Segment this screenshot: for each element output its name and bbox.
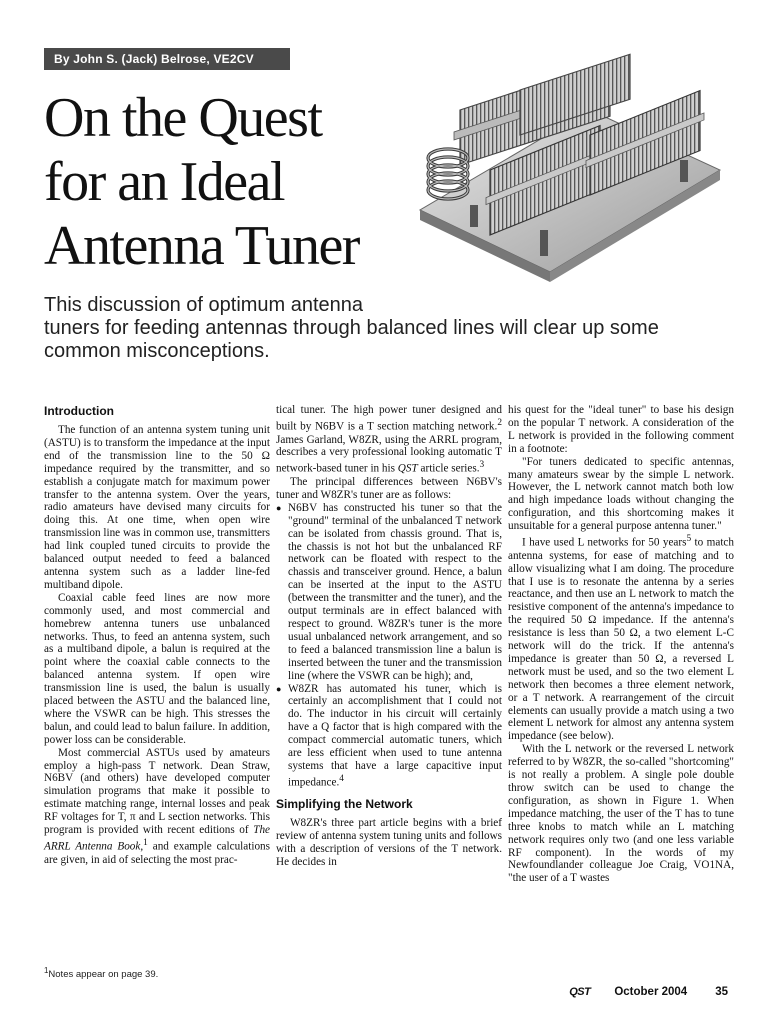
note-ref: 1: [44, 966, 49, 975]
paragraph: Coaxial cable feed lines are now more commonly used, and most commercial and homebrew antenna tuners use unbalanced networks. Thus, to feed an antenna system, such as a multiband dipole, a balun is required at the point where the coaxial cable connects to the balanced antenna system. If open wire transmission line is used, the balun is usually placed between the ASTU and the balanced line, where the VSWR can be high. This stresses the balun, and could lead to balun failure. In addition, power loss can be considerable.: [44, 591, 270, 746]
bullet-list: [276, 502, 502, 790]
deck-line: common misconceptions.: [44, 340, 270, 362]
note-ref: 3: [479, 460, 485, 471]
title-line: Antenna Tuner: [44, 215, 359, 277]
text-run: Most commercial ASTUs used by amateurs employ a high-pass T network. Dean Straw, N6BV (and others) have developed computer simulation programs that make it possible to estimate matching range, internal losses and peak RF voltages for T, π and L section networks. This program is provided with recent editions of: [44, 746, 270, 837]
article-deck: [44, 294, 744, 363]
column-2: [276, 404, 502, 869]
paragraph: The principal differences between N6BV's tuner and W8ZR's tuner are as follows:: [276, 476, 502, 501]
qst-logo: QST: [569, 986, 591, 998]
list-item: [276, 683, 502, 790]
text-run: article series.: [417, 463, 480, 476]
quote-paragraph: "For tuners dedicated to specific antennas, many amateurs swear by the simple L network. However, the L network cannot match both low and high impedance loads without changing the configuration, and this shortcoming makes it unsuitable for a general purpose antenna tuner.": [508, 455, 734, 533]
paragraph: With the L network or the reversed L network referred to by W8ZR, the so-called "shortcoming" is not really a problem. A single pole double throw switch can be used to change the configuration, as shown in Figure 1. When impedance matching, the user of the T has to tune three knobs to match while an L matching network requires only two (and one less variable RF component). In the words of my Newfoundlander colleague Joe Craig, VO1NA, "the user of a T wastes: [508, 743, 734, 885]
paragraph: [276, 404, 502, 476]
paragraph: W8ZR's three part article begins with a brief review of antenna system tuning units and follows with a description of versions of the T network. He decides in: [276, 817, 502, 869]
footnote-text: Notes appear on page 39.: [48, 969, 159, 981]
note-ref: 1: [143, 838, 148, 848]
footnote: [44, 966, 158, 980]
text-run: tical tuner. The high power tuner designed and built by N6BV is a T section matching network.: [276, 404, 502, 433]
page-number: 35: [715, 986, 728, 998]
note-ref: 4: [339, 773, 344, 784]
paragraph: his quest for the "ideal tuner" to base his design on the popular T network. A consideration of the L network is provided in the following comment in a footnote:: [508, 404, 734, 455]
title-line: for an Ideal: [44, 151, 285, 213]
paragraph: The function of an antenna system tuning unit (ASTU) is to transform the impedance at the input end of the transmission line to the 50 Ω impedance required by the transmitter, and so establish a conjugate match for maximum power transfer to the antenna system. Over the years, radio amateurs have devised many circuits for doing this. At one time, when open wire transmission line was in common use, transmitters had link coupled tuned circuits to provide the balanced output needed to feed a balanced antenna system such as a ladder line-fed multiband dipole.: [44, 424, 270, 591]
title-line: On the Quest: [44, 87, 322, 149]
text-run: W8ZR has automated his tuner, which is certainly an accomplishment that I could not do. The inductor in his circuit will certainly have a Q factor that is high compared with the compact commercial automatic tuners, which are less efficient when used to tune antenna systems that have a large capacitive input impedance.: [288, 682, 502, 789]
text-run: James Garland, W8ZR, using the ARRL program, describes a very professional looking automatic T network-based tuner in his: [276, 433, 502, 476]
paragraph: [508, 533, 734, 743]
text-run: to match antenna systems, for ease of matching and to allow visualizing what I am doing. The procedure that I use is to resonate the antenna by a series reactance, and then use an L network to match the resistive component of the antenna's impedance to the required 50 Ω impedance. If the antenna's resistance is less than 50 Ω, a two element L-C network will do the trick. If the antenna's impedance is greater than 50 Ω, a reversed L network must be used, and so the two element L network then becomes a three element network, or a T network. A rearrangement of the circuit elements can usually provide a match using a two element L network for almost any antenna system impedance (see below).: [508, 536, 734, 743]
section-heading-simplifying: Simplifying the Network: [276, 797, 413, 812]
article-title: [44, 86, 424, 278]
paragraph: [44, 747, 270, 867]
note-ref: 5: [686, 534, 692, 545]
column-1: [44, 404, 270, 867]
column-3: [508, 404, 734, 885]
magazine-title: QST: [397, 463, 418, 476]
section-heading-introduction: Introduction: [44, 404, 114, 418]
note-ref: 2: [497, 417, 502, 428]
text-run: I have used L networks for 50 years: [522, 536, 687, 549]
issue-date: October 2004: [614, 986, 688, 998]
deck-line: This discussion of optimum antenna: [44, 294, 364, 316]
book-title: The ARRL Antenna Book,: [44, 824, 270, 853]
text-run: and example calculations are given, in aid of selecting the most prac-: [44, 840, 270, 866]
page-footer: [569, 986, 728, 998]
byline: By John S. (Jack) Belrose, VE2CV: [44, 48, 290, 70]
list-item: ● N6BV has constructed his tuner so that the "ground" terminal of the unbalanced T network can be isolated from chassis ground. That is, the chassis is not hot but the unbalanced RF network can be floated with respect to the chassis and transceiver ground. Hence, a balun can be inserted at the input to the ASTU (between the transmitter and the tuner), and the output terminals are in effect balanced with respect to ground. W8ZR's tuner is the more usual unbalanced network arrangement, and so to feed a balanced transmission line a balun is inserted between the tuner and the transmission line (where the VSWR can be high); and,: [276, 502, 502, 683]
antenna-tuner-photo: [400, 40, 730, 290]
deck-line: tuners for feeding antennas through balanced lines will clear up some: [44, 317, 659, 339]
